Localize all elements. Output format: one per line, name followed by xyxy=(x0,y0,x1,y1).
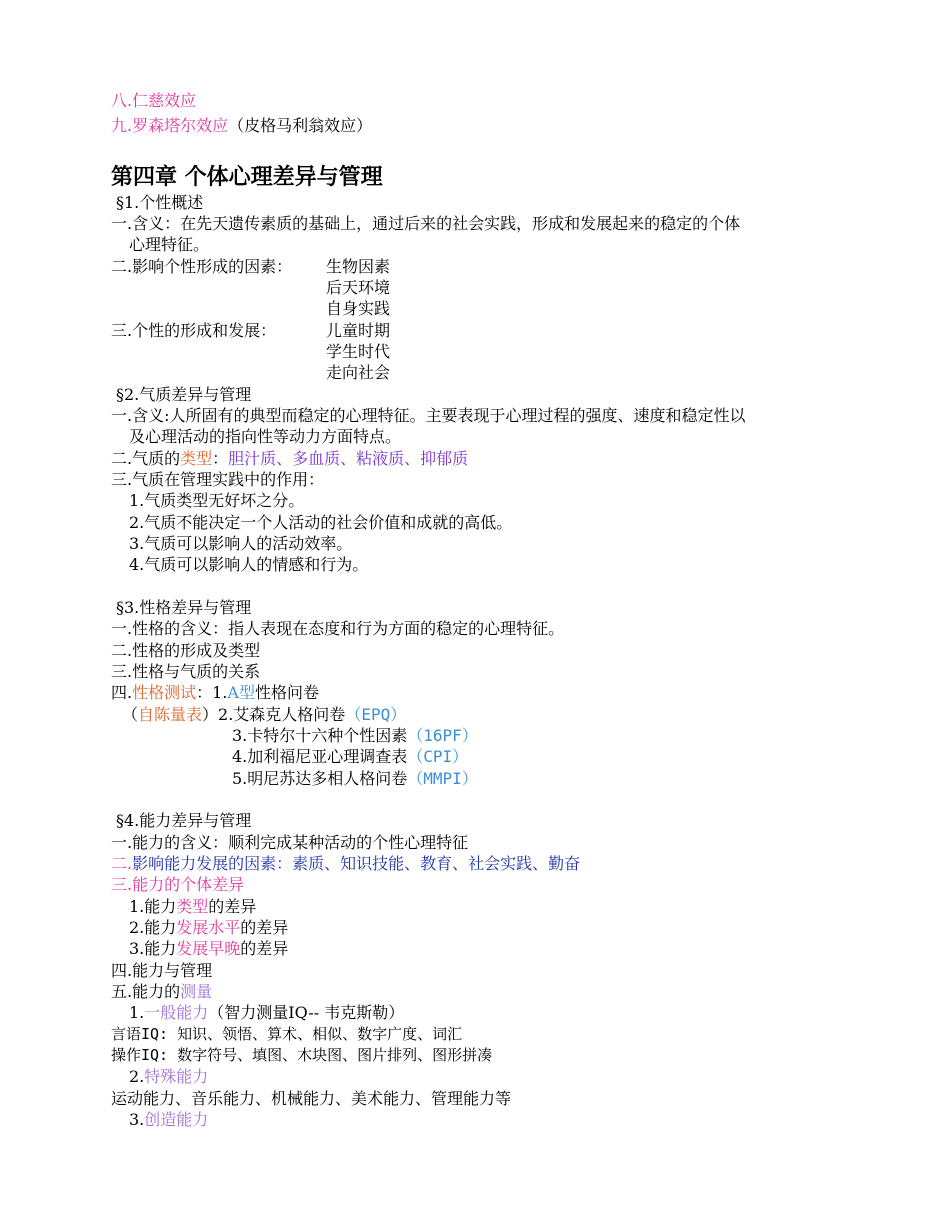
s1-factor: 生物因素 xyxy=(326,257,391,276)
item-9: 九.罗森塔尔效应（皮格马利翁效应） xyxy=(111,116,373,135)
s4-definition: 一.能力的含义：顺利完成某种活动的个性心理特征 xyxy=(111,833,469,852)
s2-definition: 一.含义:人所固有的典型而稳定的心理特征。主要表现于心理过程的强度、速度和稳定性以 xyxy=(111,406,746,425)
s1-stage: 走向社会 xyxy=(326,363,391,382)
section-1-heading: §1.个性概述 xyxy=(116,193,204,212)
s1-factor: 自身实践 xyxy=(326,299,391,318)
section-3-heading: §3.性格差异与管理 xyxy=(116,598,252,617)
s3-test-item: （自陈量表）2.艾森克人格问卷（EPQ） xyxy=(122,705,407,724)
s4-differences: 三.能力的个体差异 xyxy=(111,875,245,894)
s2-types: 二.气质的类型：胆汁质、多血质、粘液质、抑郁质 xyxy=(111,449,469,468)
section-4-heading: §4.能力差异与管理 xyxy=(116,811,252,830)
s4-diff-item: 1.能力类型的差异 xyxy=(129,897,257,916)
s4-measure-item: 2.特殊能力 xyxy=(129,1067,209,1086)
s1-definition-cont: 心理特征。 xyxy=(129,235,210,254)
s3-definition: 一.性格的含义：指人表现在态度和行为方面的稳定的心理特征。 xyxy=(111,619,565,638)
s4-measurement: 五.能力的测量 xyxy=(111,982,213,1001)
s3-test-item: 3.卡特尔十六种个性因素（16PF） xyxy=(232,726,478,745)
s2-role-item: 3.气质可以影响人的活动效率。 xyxy=(129,534,353,553)
s3-test-item: 5.明尼苏达多相人格问卷（MMPI） xyxy=(232,769,478,788)
s2-role-item: 2.气质不能决定一个人活动的社会价值和成就的高低。 xyxy=(129,513,513,532)
s1-stage: 儿童时期 xyxy=(326,321,391,340)
s3-relation: 三.性格与气质的关系 xyxy=(111,662,261,681)
s4-management: 四.能力与管理 xyxy=(111,961,213,980)
s4-factors: 二.影响能力发展的因素：素质、知识技能、教育、社会实践、勤奋 xyxy=(111,854,581,873)
s4-measure-item: 3.创造能力 xyxy=(129,1110,209,1129)
section-2-heading: §2.气质差异与管理 xyxy=(116,385,252,404)
s1-factor: 后天环境 xyxy=(326,278,391,297)
s2-definition-cont: 及心理活动的指向性等动力方面特点。 xyxy=(129,427,402,446)
s4-diff-item: 2.能力发展水平的差异 xyxy=(129,918,289,937)
s4-performance-iq: 操作IQ: 数字符号、填图、木块图、图片排列、图形拼凑 xyxy=(111,1046,493,1064)
s2-role-item: 4.气质可以影响人的情感和行为。 xyxy=(129,555,369,574)
item-8: 八.仁慈效应 xyxy=(111,91,197,110)
s3-formation: 二.性格的形成及类型 xyxy=(111,641,261,660)
s4-verbal-iq: 言语IQ: 知识、领悟、算术、相似、数字广度、词汇 xyxy=(111,1025,463,1043)
chapter-title: 第四章 个体心理差异与管理 xyxy=(111,165,383,190)
s4-diff-item: 3.能力发展早晚的差异 xyxy=(129,939,289,958)
s4-special-list: 运动能力、音乐能力、机械能力、美术能力、管理能力等 xyxy=(111,1089,512,1108)
s2-role-item: 1.气质类型无好坏之分。 xyxy=(129,491,305,510)
s2-role-label: 三.气质在管理实践中的作用： xyxy=(111,470,325,489)
s3-test: 四.性格测试：1.A型性格问卷 xyxy=(111,683,319,702)
s1-definition: 一.含义：在先天遗传素质的基础上，通过后来的社会实践，形成和发展起来的稳定的个体 xyxy=(111,214,741,233)
s4-measure-item: 1.一般能力（智力测量IQ-- 韦克斯勒） xyxy=(129,1003,405,1022)
s3-test-item: 4.加利福尼亚心理调查表（CPI） xyxy=(232,747,469,766)
s1-factors-label: 二.影响个性形成的因素： xyxy=(111,257,293,276)
s1-development-label: 三.个性的形成和发展： xyxy=(111,321,277,340)
s1-stage: 学生时代 xyxy=(326,342,391,361)
